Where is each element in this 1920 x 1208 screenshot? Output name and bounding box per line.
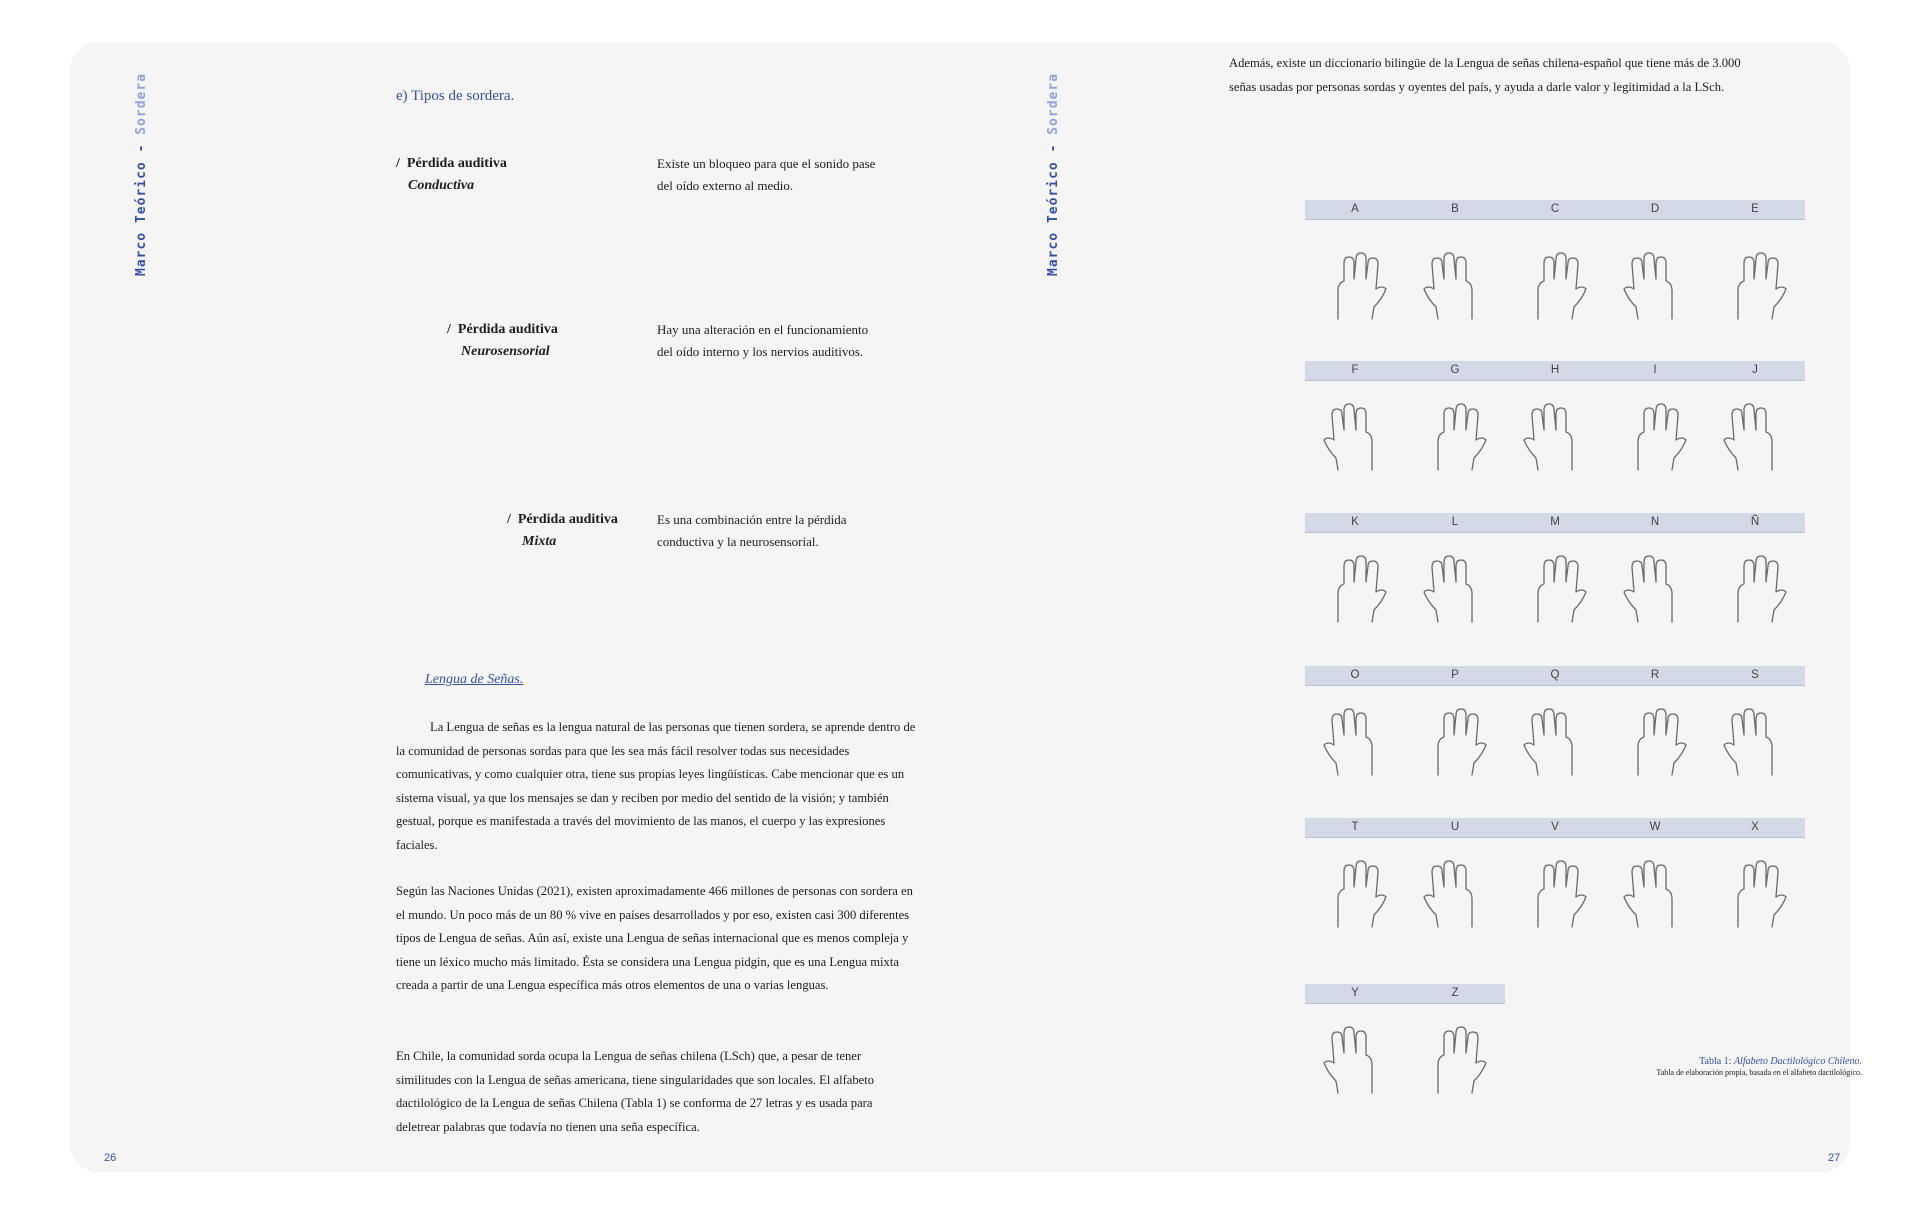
hand-sign-icon [1520, 249, 1590, 325]
alphabet-letter-label: R [1650, 669, 1660, 681]
alphabet-letter-label: I [1653, 364, 1657, 376]
hand-sign-icon [1420, 249, 1490, 325]
hand-sign-icon [1520, 857, 1590, 933]
paragraph-2: Según las Naciones Unidas (2021), existen aproximadamente 466 millones de personas con sordera en el mundo. Un poco más de un 80 % vive en países desarrollados y por eso, existen casi 300 diferentes tipos de Lengua de señas. Aún así, existe una Lengua de señas internacional que es menos compleja y tiene un léxico mucho más limitado. Ésta se considera una Lengua pidgin, que es una Lengua mixta creada a partir de una Lengua específica más otros elementos de una o varias lenguas. [396, 884, 913, 992]
type-conductiva-name: / Pérdida auditiva Conductiva [396, 156, 507, 193]
hand-sign-icon [1620, 857, 1690, 933]
type-neurosensorial-desc: Hay una alteración en el funcionamiento del oído interno y los nervios auditivos. [657, 322, 869, 359]
hand-sign-icon [1420, 552, 1490, 628]
hand-sign-icon [1520, 705, 1590, 781]
alphabet-letter-label: J [1752, 364, 1758, 376]
alphabet-letter-label: L [1451, 516, 1459, 528]
paragraph-3: En Chile, la comunidad sorda ocupa la Lengua de señas chilena (LSch) que, a pesar de tener similitudes con la Lengua de señas americana, tiene singularidades que son locales. El alfabeto dactilológico de la Lengua de señas Chilena (Tabla 1) se conforma de 27 letras y es usada para deletrear palabras que todavía no tienen una seña específica. [396, 1049, 875, 1134]
hand-sign-icon [1720, 400, 1790, 476]
page-number-right: 27 [1828, 1152, 1841, 1164]
hand-sign-icon [1320, 705, 1390, 781]
hand-sign-icon [1320, 1023, 1390, 1099]
hand-sign-icon [1520, 400, 1590, 476]
hand-sign-icon [1420, 1023, 1490, 1099]
alphabet-band-row-3 [1305, 513, 1805, 533]
hand-sign-icon [1320, 552, 1390, 628]
alphabet-letter-label: T [1351, 821, 1359, 833]
alphabet-letter-label: Ñ [1750, 516, 1760, 528]
alphabet-band-row-2 [1305, 361, 1805, 381]
hand-sign-icon [1620, 249, 1690, 325]
alphabet-letter-label: V [1551, 821, 1559, 833]
alphabet-letter-label: S [1751, 669, 1759, 681]
alphabet-letter-label: C [1550, 203, 1560, 215]
alphabet-letter-label: F [1351, 364, 1359, 376]
alphabet-letter-label: U [1450, 821, 1460, 833]
dictionary-intro: Además, existe un diccionario bilingüe de la Lengua de señas chilena-español que tiene más de 3.000 señas usadas por personas sordas y oyentes del país, y ayuda a darle valor y legitimidad a la LSch. [1229, 56, 1741, 94]
right-side-label: Marco Teórico - Sordera [1046, 72, 1061, 276]
alphabet-band-row-5 [1305, 818, 1805, 838]
alphabet-letter-label: N [1650, 516, 1660, 528]
hand-sign-icon [1720, 857, 1790, 933]
hand-sign-icon [1320, 857, 1390, 933]
alphabet-letter-label: O [1350, 669, 1360, 681]
alphabet-letter-label: K [1351, 516, 1359, 528]
type-mixta-desc: Es una combinación entre la pérdida conductiva y la neurosensorial. [657, 512, 847, 549]
alphabet-letter-label: M [1550, 516, 1560, 528]
hand-sign-icon [1720, 552, 1790, 628]
hand-sign-icon [1320, 400, 1390, 476]
hand-sign-icon [1720, 249, 1790, 325]
alphabet-letter-label: B [1451, 203, 1459, 215]
table-caption: Tabla 1: Alfabeto Dactilológico Chileno. Tabla de elaboración propia, basada en el alfabeto dactilológico. [1656, 1056, 1862, 1077]
hand-sign-icon [1420, 705, 1490, 781]
hand-sign-icon [1720, 705, 1790, 781]
alphabet-letter-label: X [1751, 821, 1759, 833]
alphabet-band-row-1 [1305, 200, 1805, 220]
page-number-left: 26 [104, 1152, 117, 1164]
alphabet-letter-label: D [1650, 203, 1660, 215]
alphabet-letter-label: E [1751, 203, 1759, 215]
sign-language-heading[interactable]: Lengua de Señas. [425, 672, 524, 687]
alphabet-letter-label: P [1451, 669, 1459, 681]
alphabet-letter-label: H [1550, 364, 1560, 376]
alphabet-letter-label: W [1649, 821, 1661, 833]
type-conductiva-desc: Existe un bloqueo para que el sonido pase del oído externo al medio. [657, 156, 876, 193]
hand-sign-icon [1520, 552, 1590, 628]
paragraph-1: La Lengua de señas es la lengua natural de las personas que tienen sordera, se aprende dentro de la comunidad de personas sordas para que les sea más fácil resolver todas sus necesidades comunicativas, y como cualquier otra, tiene sus propias leyes lingüísticas. Cabe mencionar que es un sistema visual, ya que los mensajes se dan y reciben por medio del sentido de la visión; y también gestual, porque es manifestada a través del movimiento de las manos, el cuerpo y las expresiones faciales. [396, 720, 916, 852]
alphabet-letter-label: A [1351, 203, 1359, 215]
alphabet-letter-label: G [1450, 364, 1460, 376]
alphabet-band-row-6 [1305, 984, 1505, 1004]
hand-sign-icon [1320, 249, 1390, 325]
hand-sign-icon [1620, 400, 1690, 476]
alphabet-band-row-4 [1305, 666, 1805, 686]
hand-sign-icon [1620, 552, 1690, 628]
alphabet-letter-label: Q [1550, 669, 1560, 681]
type-mixta-name: / Pérdida auditiva Mixta [507, 512, 618, 549]
section-title: e) Tipos de sordera. [396, 88, 515, 104]
type-neurosensorial-name: / Pérdida auditiva Neurosensorial [447, 322, 558, 359]
hand-sign-icon [1620, 705, 1690, 781]
alphabet-letter-label: Y [1351, 987, 1359, 999]
alphabet-letter-label: Z [1451, 987, 1459, 999]
left-side-label: Marco Teórico - Sordera [134, 72, 149, 276]
hand-sign-icon [1420, 857, 1490, 933]
hand-sign-icon [1420, 400, 1490, 476]
